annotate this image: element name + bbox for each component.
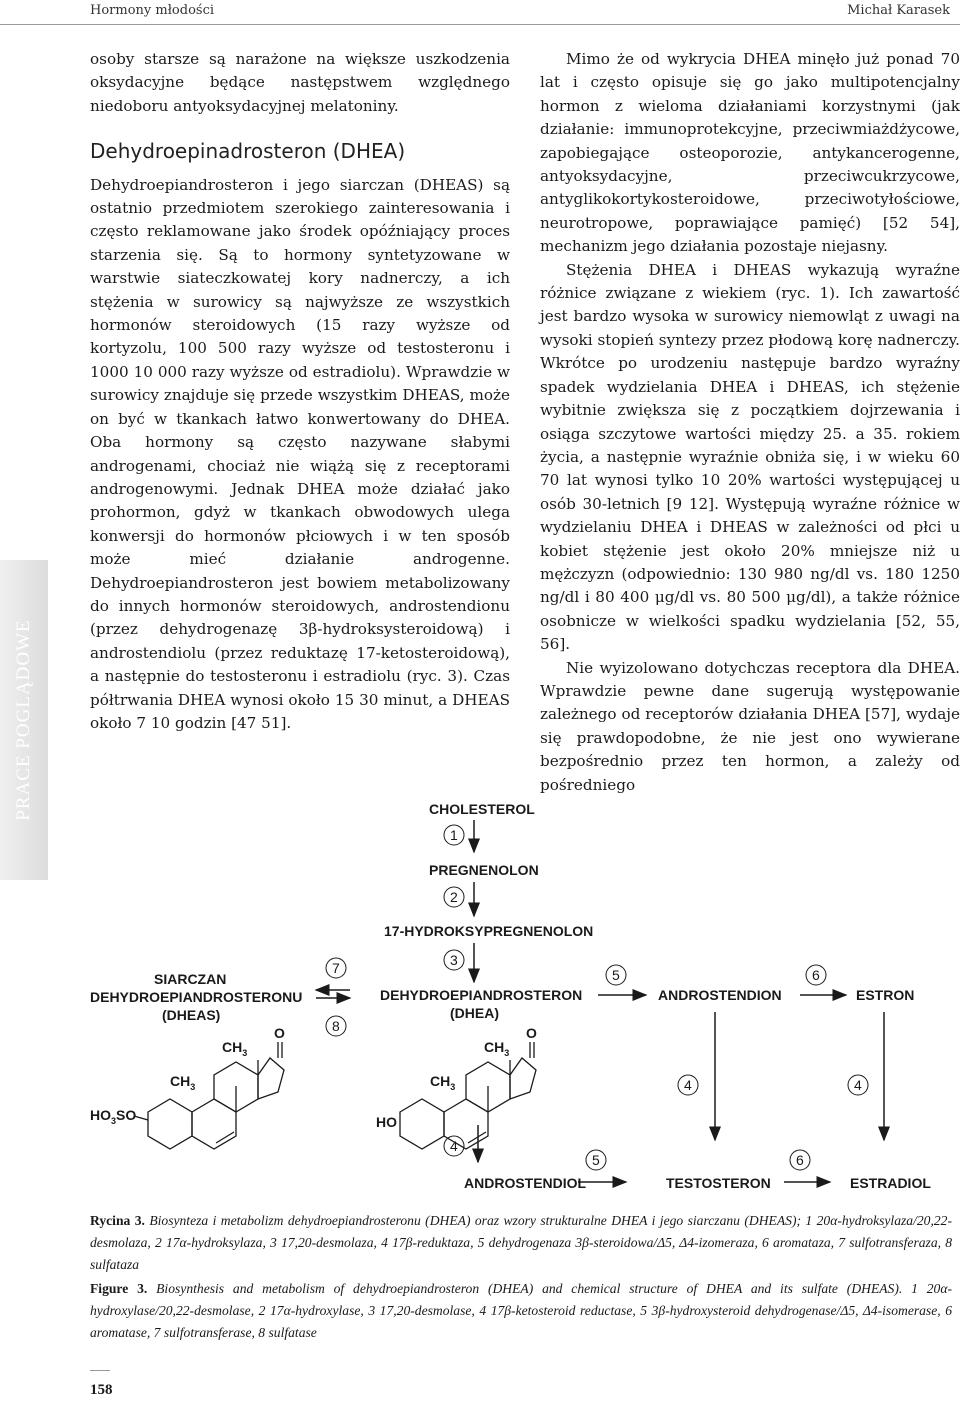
dhea-o: O [526,1025,537,1041]
dhea-ho: HO [376,1114,397,1130]
step-4-number-b: 4 [854,1077,862,1093]
step-5-number-upper: 5 [612,967,620,983]
figure-caption-english [90,1278,952,1344]
androstendiol-label: ANDROSTENDIOL [464,1175,587,1191]
step-2-number: 2 [450,889,458,905]
caption-label-pl: Rycina 3. [90,1213,145,1228]
footer-rule [90,1370,110,1371]
dheas-ho3so: $HO_3SO$ [90,1107,137,1126]
androstendion-label: ANDROSTENDION [658,987,782,1003]
dheas-structure [148,1042,284,1149]
step-4-number-a: 4 [684,1077,692,1093]
body-paragraph: Stężenia DHEA i DHEAS wykazują wyraźne różnice związane z wiekiem (ryc. 1). Ich zawartość jest bardzo wysoka w surowicy niemowląt z uwagi na wysoki stopień syntezy przez płodową korę nadnerczy. Wkrótce po urodzeniu następuje bardzo wyraźny spadek wydzielania DHEA i DHEAS, ich stężenie wybitnie zwiększa się z początkiem dojrzewania i osiąga szczytowe wartości między 25. a 35. rokiem życia, a następnie wyraźnie obniża się, i w wieku 60 70 lat wynosi tylko 10 20% wartości występującej u osób 30-letnich [9 12]. Występują wyraźne różnice w wydzielaniu DHEA i DHEAS w zależności od płci u kobiet stężenie jest około 20% mniejsze niż u mężczyzn (odpowiednio: 130 980 ng/dl vs. 180 1250 ng/dl i 80 400 μg/dl vs. 80 500 μg/dl), a także różnice osobnicze w wielkości spadku wydzielania [52, 55, 56]. [540,260,960,654]
page-number: 158 [90,1382,113,1398]
dheas-ch3-upper: $CH_3$ [222,1039,248,1058]
left-column [90,48,510,735]
step-6-number-upper: 6 [812,967,820,983]
body-paragraph: Nie wyizolowano dotychczas receptora dla DHEA. Wprawdzie pewne dane sugerują występowanie zależnego od receptorów działania DHEA [57], wydaje się prawdopodobne, że nie jest ono wywierane bezpośrednio przez ten hormon, a zależy od pośredniego [540,658,960,794]
dheas-label-line2: DEHYDROEPIANDROSTERONU [90,989,303,1005]
dheas-label-line1: SIARCZAN [154,971,227,987]
cholesterol-label: CHOLESTEROL [429,801,535,817]
step-4-number-c: 4 [450,1138,458,1154]
testosteron-label: TESTOSTERON [666,1175,771,1191]
dheas-ch3-lower: $CH_3$ [170,1073,196,1092]
step-1-number: 1 [450,827,458,843]
figure-caption-polish [90,1210,952,1276]
caption-text-en: Biosynthesis and metabolism of dehydroepiandrosteron (DHEA) and chemical structure of DHEA and its sulfate (DHEAS). 1 20α-hydroxylase/20,22-desmolase, 2 17α-hydroxylase, 3 17,20-desmolase, 4 17β-ketosteroid reductase, 5 3β-hydroxysteroid dehydrogenase/Δ5, Δ4-isomerase, 6 aromatase, 7 sulfotransferase, 8 sulfatase [90,1281,952,1340]
step-6-number-lower: 6 [796,1152,804,1168]
pregnenolon-label: PREGNENOLON [429,862,539,878]
dheas-o: O [274,1025,285,1041]
step-3-number: 3 [450,952,458,968]
step-5-number-lower: 5 [592,1152,600,1168]
dhea-label-line1: DEHYDROEPIANDROSTERON [380,987,583,1003]
step-7-number: 7 [332,960,340,976]
hydroxypregnenolon-label: 17-HYDROKSYPREGNENOLON [384,923,594,939]
dhea-ch3-lower: $CH_3$ [430,1073,456,1092]
section-heading: Dehydroepinadrosteron (DHEA) [90,139,406,164]
intro-paragraph: osoby starsze są narażone na większe uszkodzenia oksydacyjne będące następstwem względnego niedoboru antyoksydacyjnej melatoniny. [90,50,510,115]
dhea-structure [400,1042,536,1149]
dhea-label-line2: (DHEA) [450,1005,499,1021]
section-side-tab [0,560,48,880]
dhea-ch3-upper: $CH_3$ [484,1039,510,1058]
caption-label-en: Figure 3. [90,1281,148,1296]
estron-label: ESTRON [856,987,915,1003]
step-8-number: 8 [332,1018,340,1034]
body-paragraph: Dehydroepiandrosteron i jego siarczan (DHEAS) są ostatnio przedmiotem szerokiego zainteresowania i często reklamowane jako środek opóźniający proces starzenia się. Są to hormony syntetyzowane w warstwie siateczkowatej kory nadnerczy, a ich stężenia w surowicy są najwyższe ze wszystkich hormonów steroidowych (15 razy wyższe od kortyzolu, 100 500 razy wyższe od testosteronu i 1000 10 000 razy wyższe od estradiolu). Wprawdzie w surowicy znajduje się przede wszystkim DHEAS, może on być w tkankach łatwo konwertowany do DHEA. Oba hormony są często nazywane słabymi androgenami, chociaż nie wiążą się z receptorami androgenowymi. Jednak DHEA może działać jako prohormon, gdyż w tkankach obwodowych ulega konwersji do hormonów płciowych i w ten sposób może mieć działanie androgenne. Dehydroepiandrosteron jest bowiem metabolizowany do innych hormonów steroidowych, androstendionu (przez dehydrogenazę 3β-hydroksysteroidową) i androstendiolu (przez reduktazę 17-ketosteroidową), a następnie do testosteronu i estradiolu (ryc. 3). Czas półtrwania DHEA wynosi około 15 30 minut, a DHEAS około 7 10 godzin [47 51]. [90,175,510,732]
right-column [540,48,960,797]
dheas-label-line3: (DHEAS) [162,1007,221,1023]
estradiol-label: ESTRADIOL [850,1175,931,1191]
header-journal-title: Hormony młodości [90,3,215,18]
body-paragraph: Mimo że od wykrycia DHEA minęło już ponad 70 lat i często opisuje się go jako multipotencjalny hormon z wieloma działaniami korzystnymi (jak działanie: immunoprotekcyjne, przeciwmiażdżycowe, zapobiegające osteoporozie, antykancerogenne, antyoksydacyjne, przeciwcukrzycowe, antyglikokortykosteroidowe, przeciwotyłościowe, neurotropowe, poprawiające pamięć) [52 54], mechanizm jego działania pozostaje niejasny. [540,50,960,256]
biosynthesis-figure [88,790,950,1200]
running-header [0,0,960,25]
header-author: Michał Karasek [847,3,950,18]
caption-text-pl: Biosynteza i metabolizm dehydroepiandrosteronu (DHEA) oraz wzory strukturalne DHEA i jego siarczanu (DHEAS); 1 20α-hydroksylaza/20,22-desmolaza, 2 17α-hydroksylaza, 3 17,20-desmolaza, 4 17β-reduktaza, 5 dehydrogenaza 3β-steroidowa/Δ5, Δ4-izomeraza, 6 aromataza, 7 sulfotransferaza, 8 sulfataza [90,1213,952,1272]
section-side-label: PRACE POGLĄDOWE [13,619,34,821]
